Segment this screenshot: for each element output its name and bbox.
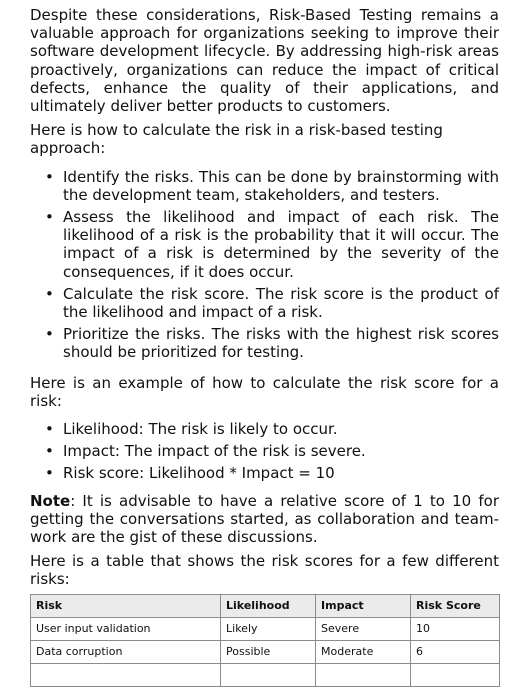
table-intro-paragraph: Here is a table that shows the risk scores for a few different risks: bbox=[30, 552, 499, 589]
risk-score-table bbox=[30, 594, 500, 687]
note-label: Note bbox=[30, 491, 71, 510]
cell-empty bbox=[221, 663, 316, 686]
list-item: • Identify the risks. This can be done by brainstorming with the development team, stakeholders, and testers. bbox=[30, 168, 499, 204]
table-row bbox=[31, 640, 500, 663]
table-row-cut-off bbox=[31, 663, 500, 686]
header-likelihood: Likelihood bbox=[221, 594, 316, 617]
cell-likelihood: Possible bbox=[221, 640, 316, 663]
cell-risk-score: 6 bbox=[411, 640, 500, 663]
example-list bbox=[30, 420, 499, 483]
cell-empty bbox=[31, 663, 221, 686]
document-page bbox=[30, 6, 499, 687]
calc-intro-paragraph: Here is how to calculate the risk in a risk-based testing approach: bbox=[30, 121, 443, 158]
table-row bbox=[31, 617, 500, 640]
cell-risk-score: 10 bbox=[411, 617, 500, 640]
header-risk: Risk bbox=[31, 594, 221, 617]
list-item: • Calculate the risk score. The risk score is the product of the likelihood and impact of a risk. bbox=[30, 285, 499, 321]
cell-impact: Moderate bbox=[316, 640, 411, 663]
list-item: • Impact: The impact of the risk is severe. bbox=[30, 442, 499, 460]
list-item: • Prioritize the risks. The risks with the highest risk scores should be prioritized for testing. bbox=[30, 325, 499, 361]
header-impact: Impact bbox=[316, 594, 411, 617]
cell-impact: Severe bbox=[316, 617, 411, 640]
list-item: • Risk score: Likelihood * Impact = 10 bbox=[30, 464, 499, 482]
cell-empty bbox=[316, 663, 411, 686]
header-risk-score: Risk Score bbox=[411, 594, 500, 617]
cell-risk: User input validation bbox=[31, 617, 221, 640]
cell-risk: Data corruption bbox=[31, 640, 221, 663]
list-item: • Likelihood: The risk is likely to occur. bbox=[30, 420, 499, 438]
example-intro-paragraph: Here is an example of how to calculate the risk score for a risk: bbox=[30, 373, 499, 410]
cell-empty bbox=[411, 663, 500, 686]
intro-paragraph: Despite these considerations, Risk-Based Testing remains a valuable approach for organizations seeking to improve their software development lifecycle. By addressing high-risk areas proactively, organizations can reduce the impact of critical defects, enhance the quality of their applications, and ultimately deliver better products to customers. bbox=[30, 6, 499, 116]
list-item: • Assess the likelihood and impact of each risk. The likelihood of a risk is the probability that it will occur. The impact of a risk is determined by the severity of the consequences, if it does occur. bbox=[30, 208, 499, 281]
note-paragraph bbox=[30, 492, 499, 547]
cell-likelihood: Likely bbox=[221, 617, 316, 640]
note-text: : It is advisable to have a relative score of 1 to 10 for getting the conversations started, as collaboration and team-work are the gist of these discussions. bbox=[30, 491, 499, 547]
table-header-row bbox=[31, 594, 500, 617]
steps-list bbox=[30, 168, 499, 362]
